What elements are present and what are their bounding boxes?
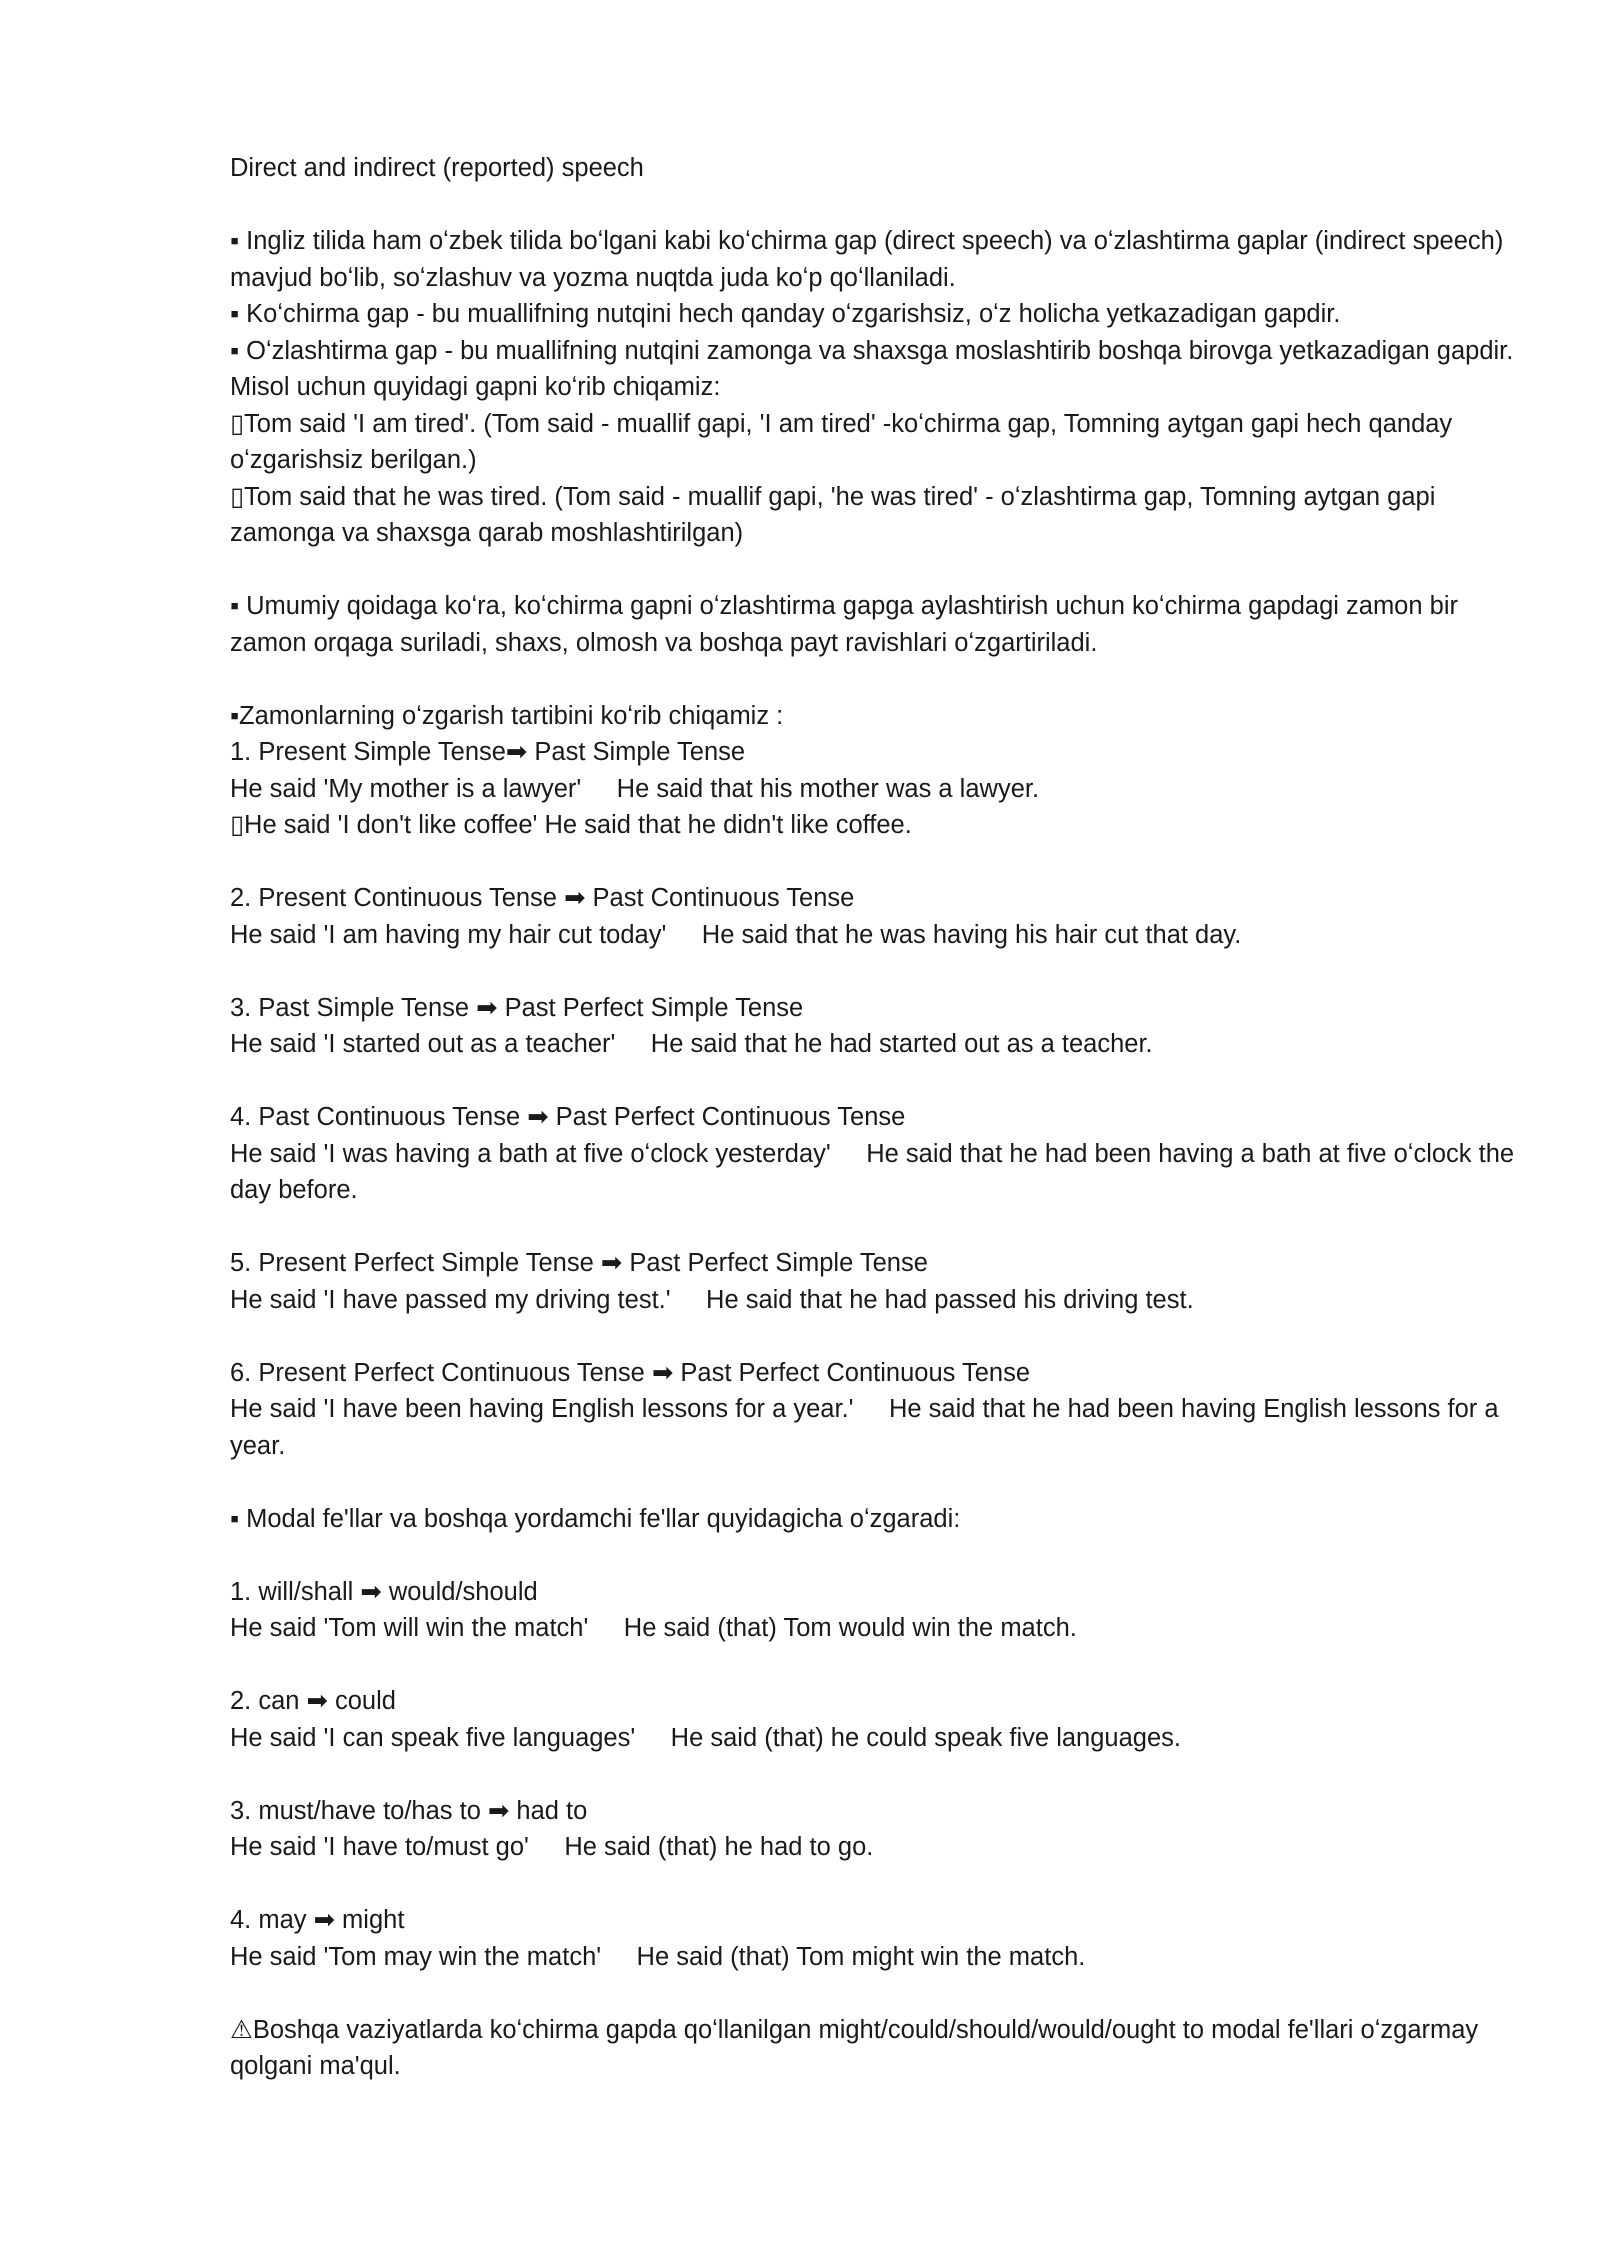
- modal-2-example: He said 'I can speak five languages' He said (that) he could speak five languages.: [230, 1723, 1181, 1752]
- tense-3-title: 3. Past Simple Tense ➡ Past Perfect Simple Tense: [230, 993, 804, 1022]
- spacer: [230, 661, 1520, 698]
- intro-paragraph-2: ▪ Koʻchirma gap - bu muallifning nutqini hech qanday oʻzgarishsiz, oʻz holicha yetkazadigan gapdir.: [230, 300, 1341, 328]
- spacer: [230, 844, 1520, 881]
- modals-heading: ▪ Modal fe'llar va boshqa yordamchi fe'llar quyidagicha oʻzgaradi:: [230, 1504, 961, 1533]
- tense-1-example-2: ▯He said 'I don't like coffee' He said that he didn't like coffee.: [230, 811, 912, 839]
- modal-4-title: 4. may ➡ might: [230, 1906, 405, 1934]
- tense-2-title: 2. Present Continuous Tense ➡ Past Continuous Tense: [230, 884, 855, 912]
- modal-1-example: He said 'Tom will win the match' He said (that) Tom would win the match.: [230, 1614, 1077, 1642]
- spacer: [230, 1209, 1520, 1246]
- tense-6-title: 6. Present Perfect Continuous Tense ➡ Past Perfect Continuous Tense: [230, 1358, 1031, 1387]
- tense-4-title: 4. Past Continuous Tense ➡ Past Perfect Continuous Tense: [230, 1103, 906, 1131]
- tense-3-example: He said 'I started out as a teacher' He said that he had started out as a teacher.: [230, 1030, 1153, 1058]
- spacer: [230, 1537, 1520, 1574]
- spacer: [230, 1318, 1520, 1355]
- modal-2-title: 2. can ➡ could: [230, 1687, 396, 1715]
- document-page: [230, 150, 1520, 2085]
- tense-1-example-1: He said 'My mother is a lawyer' He said that his mother was a lawyer.: [230, 774, 1040, 803]
- tense-4-example: He said 'I was having a bath at five oʻclock yesterday' He said that he had been having a bath at five oʻclock the day before.: [230, 1139, 1522, 1204]
- spacer: [230, 552, 1520, 589]
- tense-5-example: He said 'I have passed my driving test.' He said that he had passed his driving test.: [230, 1285, 1194, 1314]
- modal-3-title: 3. must/have to/has to ➡ had to: [230, 1796, 588, 1825]
- general-rule-paragraph: ▪ Umumiy qoidaga koʻra, koʻchirma gapni oʻzlashtirma gapga aylashtirish uchun koʻchirma gapdagi zamon bir zamon orqaga suriladi, shaxs, olmosh va boshqa payt ravishlari oʻzgartiriladi.: [230, 592, 1466, 657]
- intro-paragraph-1: ▪ Ingliz tilida ham oʻzbek tilida boʻlgani kabi koʻchirma gap (direct speech) va oʻzlashtirma gaplar (indirect speech) mavjud boʻlib, soʻzlashuv va yozma nuqtda juda koʻp qoʻllaniladi.: [230, 227, 1511, 292]
- document-title: Direct and indirect (reported) speech: [230, 154, 644, 182]
- tense-5-title: 5. Present Perfect Simple Tense ➡ Past Perfect Simple Tense: [230, 1249, 928, 1277]
- spacer: [230, 187, 1520, 224]
- spacer: [230, 1647, 1520, 1684]
- modal-3-example: He said 'I have to/must go' He said (that) he had to go.: [230, 1833, 874, 1861]
- intro-example-indirect: ▯Tom said that he was tired. (Tom said - muallif gapi, 'he was tired' - oʻzlashtirma gap, Tomning aytgan gapi zamonga va shaxsga qarab moshlashtirilgan): [230, 482, 1443, 547]
- spacer: [230, 1464, 1520, 1501]
- intro-paragraph-3: ▪ Oʻzlashtirma gap - bu muallifning nutqini zamonga va shaxsga moslashtirib boshqa birovga yetkazadigan gapdir. Misol uchun quyidagi gapni koʻrib chiqamiz:: [230, 336, 1521, 401]
- spacer: [230, 953, 1520, 990]
- spacer: [230, 1866, 1520, 1903]
- tense-6-example: He said 'I have been having English lessons for a year.' He said that he had been having English lessons for a year.: [230, 1395, 1506, 1460]
- intro-example-direct: ▯Tom said 'I am tired'. (Tom said - muallif gapi, 'I am tired' -koʻchirma gap, Tomning aytgan gapi hech qanday oʻzgarishsiz berilgan.): [230, 409, 1460, 474]
- spacer: [230, 1756, 1520, 1793]
- tense-1-title: 1. Present Simple Tense➡ Past Simple Tense: [230, 738, 746, 766]
- tenses-heading: ▪Zamonlarning oʻzgarish tartibini koʻrib chiqamiz :: [230, 701, 784, 730]
- modal-1-title: 1. will/shall ➡ would/should: [230, 1577, 538, 1606]
- tense-2-example: He said 'I am having my hair cut today' He said that he was having his hair cut that day.: [230, 920, 1242, 949]
- warning-note: ⚠Boshqa vaziyatlarda koʻchirma gapda qoʻllanilgan might/could/should/would/ought to modal fe'llari oʻzgarmay qolgani ma'qul.: [230, 2015, 1486, 2080]
- spacer: [230, 1063, 1520, 1100]
- spacer: [230, 1975, 1520, 2012]
- modal-4-example: He said 'Tom may win the match' He said (that) Tom might win the match.: [230, 1942, 1086, 1971]
